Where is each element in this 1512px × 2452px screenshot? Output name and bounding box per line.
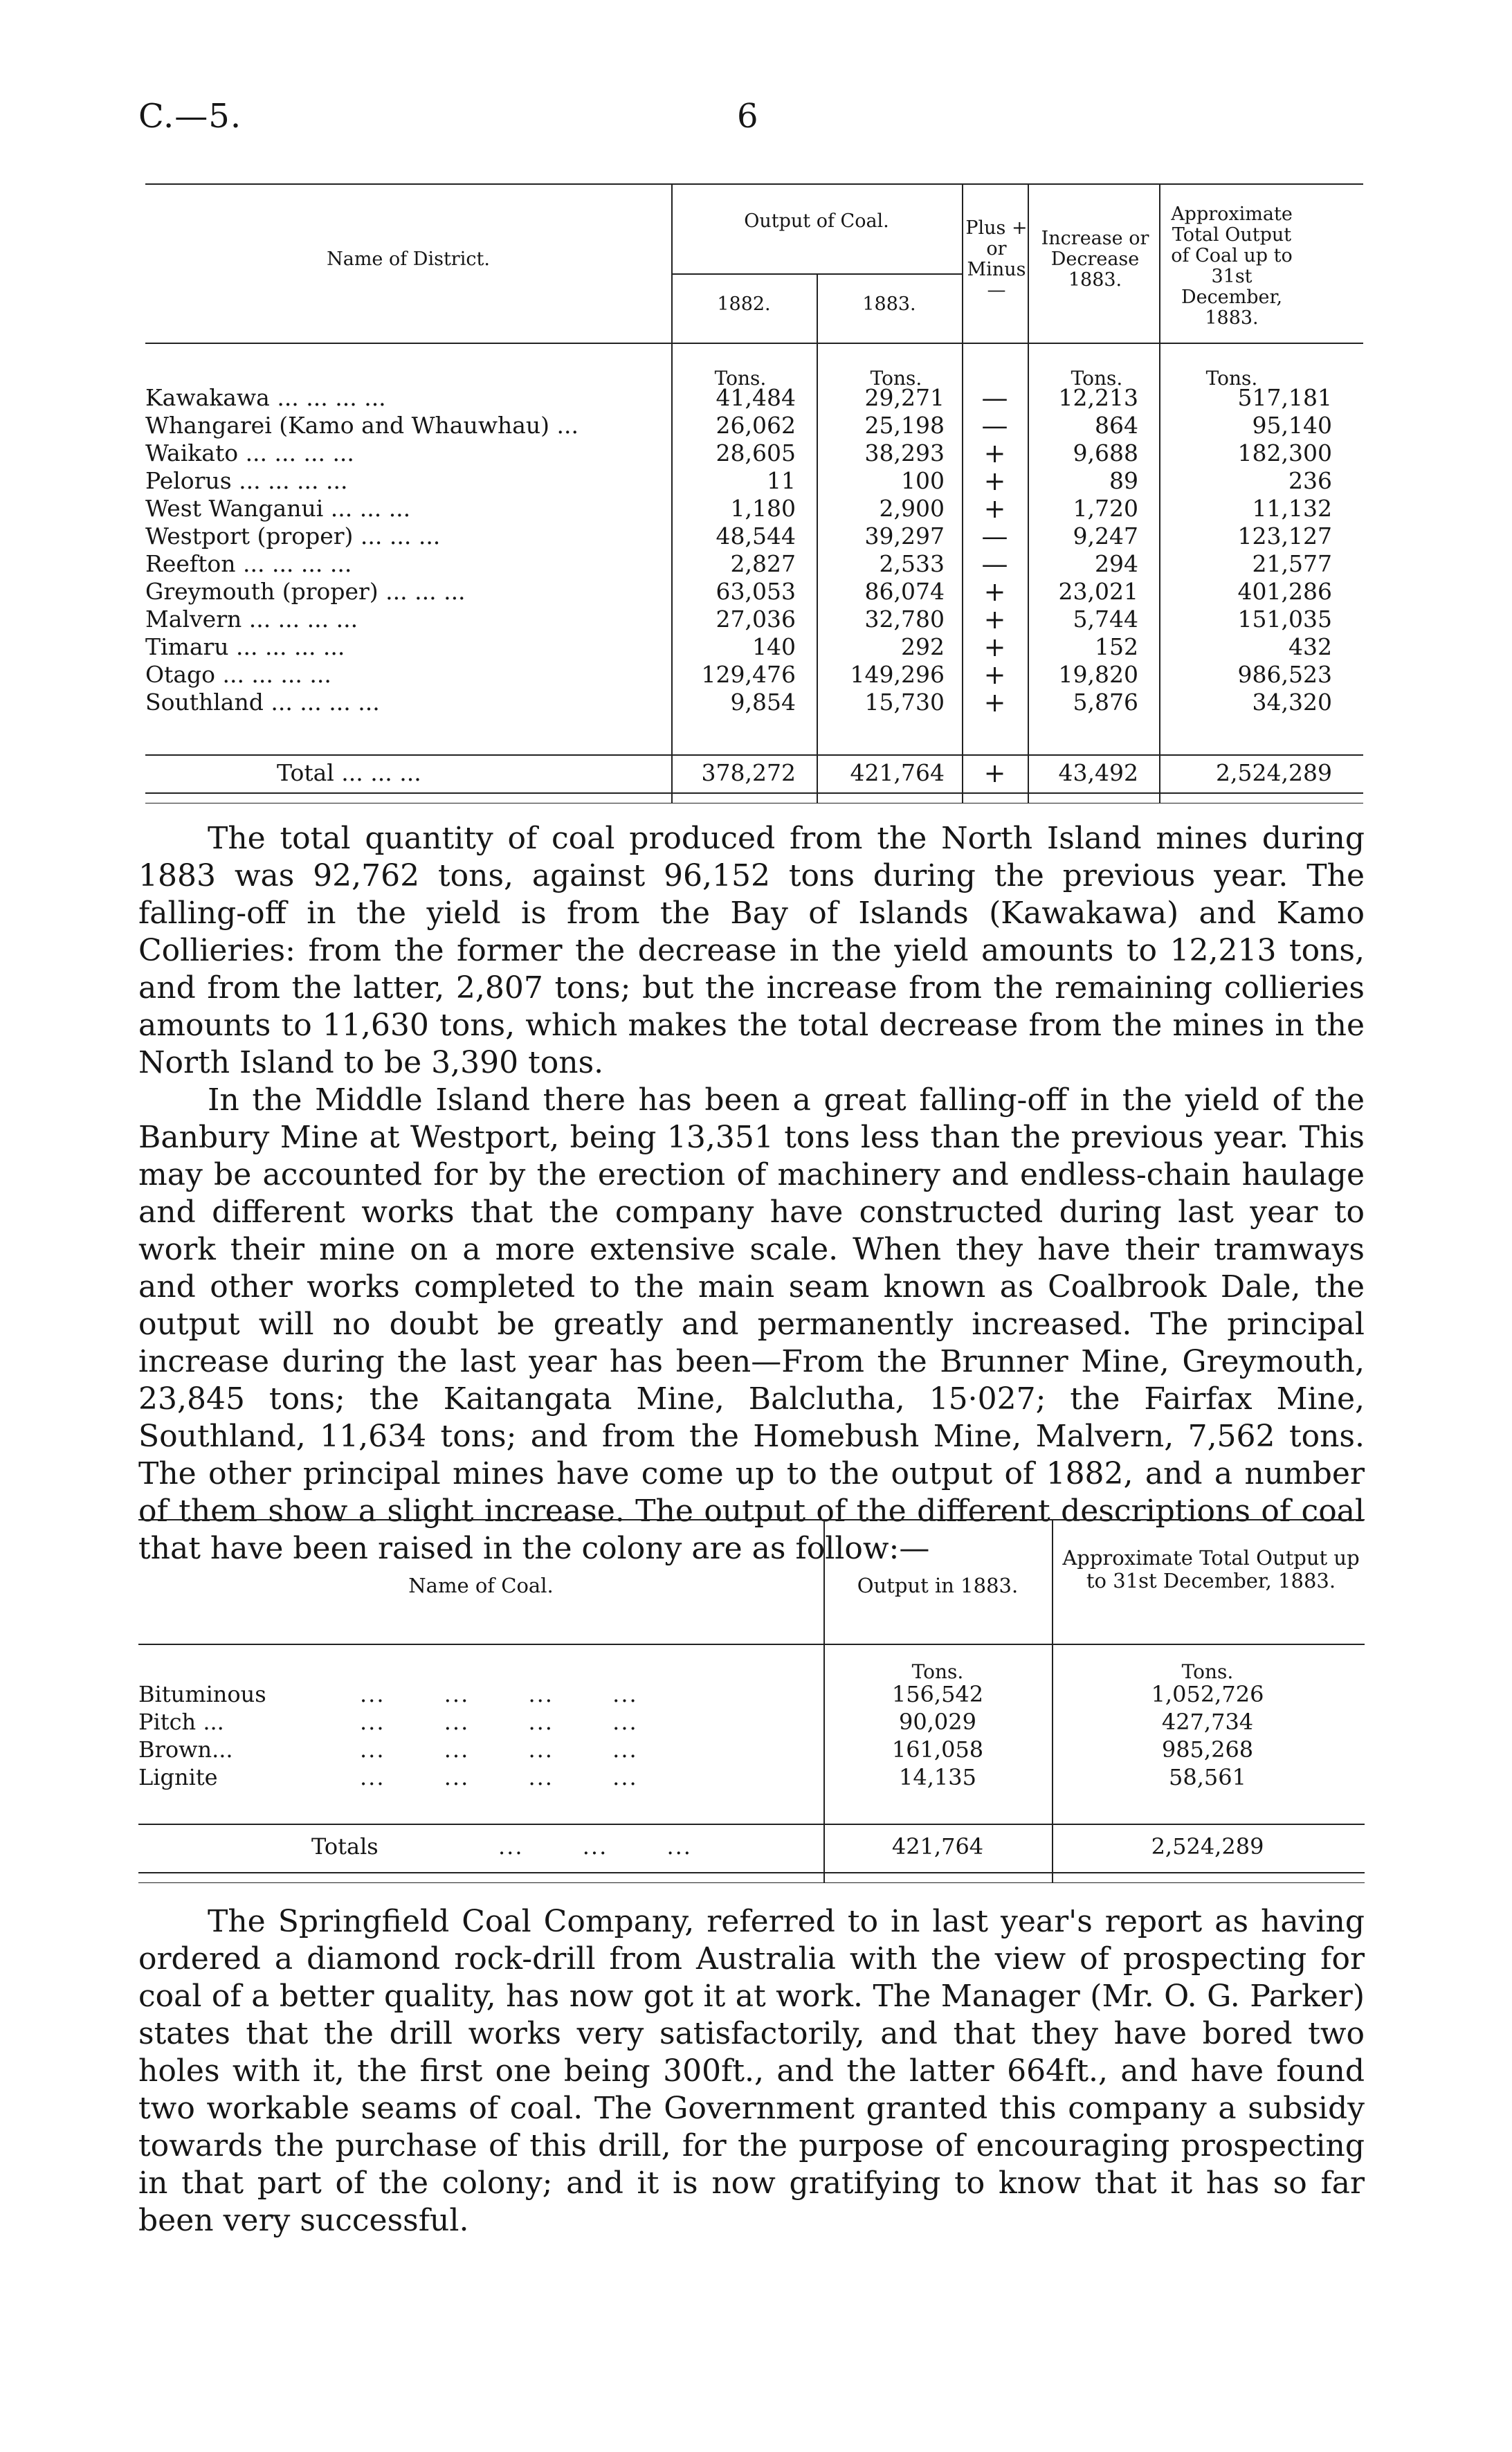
col-header-district: Name of District. bbox=[327, 248, 490, 270]
approx-total: 985,268 bbox=[1161, 1736, 1254, 1763]
district-name: Timaru ... ... ... ... bbox=[145, 633, 345, 660]
col-header-plus-minus: Plus + or Minus — bbox=[965, 217, 1028, 301]
district-name: West Wanganui ... ... ... bbox=[145, 495, 411, 522]
col-header-1883: 1883. bbox=[862, 293, 916, 315]
leader-dots: ... ... ... ... bbox=[360, 1764, 638, 1790]
output-1882: 1,180 bbox=[730, 495, 796, 522]
approx-total: 21,577 bbox=[1252, 550, 1332, 577]
increase-value: 23,021 bbox=[1058, 578, 1138, 605]
output-1883: 90,029 bbox=[899, 1709, 976, 1735]
table-row bbox=[145, 467, 1363, 495]
output-1882: 27,036 bbox=[716, 606, 796, 633]
total-row bbox=[145, 759, 1363, 787]
output-1883: 156,542 bbox=[891, 1681, 984, 1707]
table-row bbox=[138, 1763, 1365, 1792]
col-header-approx-total: Approximate Total Output up to 31st December, 1883. bbox=[1062, 1546, 1360, 1592]
leader-dots: ... ... ... bbox=[498, 1833, 692, 1860]
table-row bbox=[145, 412, 1363, 439]
approx-total: 401,286 bbox=[1237, 578, 1332, 605]
plus-minus: + bbox=[983, 438, 1006, 469]
units-total: Tons. bbox=[1205, 367, 1258, 390]
increase-value: 5,744 bbox=[1073, 606, 1138, 633]
increase-value: 864 bbox=[1095, 412, 1138, 439]
increase-value: 19,820 bbox=[1058, 661, 1138, 688]
total-output-1883: 421,764 bbox=[891, 1833, 984, 1860]
output-1882: 48,544 bbox=[716, 523, 796, 550]
plus-minus: — bbox=[981, 410, 1008, 441]
table-row bbox=[145, 689, 1363, 716]
output-1883: 39,297 bbox=[864, 523, 945, 550]
col-header-1882: 1882. bbox=[717, 293, 771, 315]
output-1883: 25,198 bbox=[864, 412, 945, 439]
table-row bbox=[145, 550, 1363, 578]
approx-total: 34,320 bbox=[1252, 689, 1332, 716]
output-1883: 15,730 bbox=[864, 689, 945, 716]
col-header-output: Output of Coal. bbox=[744, 210, 889, 232]
units-increase: Tons. bbox=[1071, 367, 1123, 390]
table-row bbox=[145, 606, 1363, 633]
total-approx: 2,524,289 bbox=[1151, 1833, 1264, 1860]
table-row bbox=[145, 523, 1363, 550]
district-name: Southland ... ... ... ... bbox=[145, 689, 380, 716]
totals-label: Totals bbox=[311, 1833, 379, 1860]
coal-name: Lignite bbox=[138, 1764, 218, 1790]
table-row bbox=[145, 495, 1363, 523]
output-1883: 292 bbox=[901, 633, 945, 660]
leader-dots: ... ... ... ... bbox=[360, 1736, 638, 1763]
approx-total: 151,035 bbox=[1237, 606, 1332, 633]
output-1882: 11 bbox=[767, 467, 796, 494]
plus-minus: + bbox=[983, 493, 1006, 524]
table-row bbox=[145, 439, 1363, 467]
increase-value: 1,720 bbox=[1073, 495, 1138, 522]
approx-total: 182,300 bbox=[1237, 439, 1332, 466]
plus-minus: — bbox=[981, 383, 1008, 413]
output-1882: 9,854 bbox=[730, 689, 796, 716]
document-code: C.—5. bbox=[138, 97, 242, 136]
total-plus-minus: + bbox=[983, 758, 1006, 788]
output-1882: 129,476 bbox=[701, 661, 796, 688]
table-row bbox=[138, 1735, 1365, 1764]
table-row bbox=[138, 1707, 1365, 1736]
output-1883: 14,135 bbox=[899, 1764, 976, 1790]
approx-total: 11,132 bbox=[1252, 495, 1332, 522]
plus-minus: + bbox=[983, 466, 1006, 496]
output-1882: 2,827 bbox=[730, 550, 796, 577]
output-1883: 38,293 bbox=[864, 439, 945, 466]
district-name: Otago ... ... ... ... bbox=[145, 661, 331, 688]
output-1883: 2,533 bbox=[879, 550, 945, 577]
col-header-output-1883: Output in 1883. bbox=[857, 1574, 1019, 1597]
total-1883: 421,764 bbox=[850, 759, 945, 786]
page-number: 6 bbox=[737, 97, 759, 136]
table-row bbox=[145, 384, 1363, 412]
approx-total: 123,127 bbox=[1237, 523, 1332, 550]
plus-minus: — bbox=[981, 521, 1008, 552]
output-1883: 149,296 bbox=[850, 661, 945, 688]
output-1883: 86,074 bbox=[864, 578, 945, 605]
body-text-block bbox=[138, 820, 1365, 1568]
district-name: Westport (proper) ... ... ... bbox=[145, 523, 441, 550]
units-total: Tons. bbox=[1181, 1660, 1234, 1683]
output-1883: 161,058 bbox=[891, 1736, 984, 1763]
total-1882: 378,272 bbox=[701, 759, 796, 786]
district-name: Whangarei (Kamo and Whauwhau) ... bbox=[145, 412, 579, 439]
increase-value: 5,876 bbox=[1073, 689, 1138, 716]
district-name: Pelorus ... ... ... ... bbox=[145, 467, 348, 494]
output-1883: 2,900 bbox=[879, 495, 945, 522]
coal-name: Brown... bbox=[138, 1736, 233, 1763]
total-increase: 43,492 bbox=[1058, 759, 1138, 786]
district-name: Waikato ... ... ... ... bbox=[145, 439, 354, 466]
output-1883: 32,780 bbox=[864, 606, 945, 633]
plus-minus: + bbox=[983, 632, 1006, 662]
plus-minus: + bbox=[983, 576, 1006, 607]
increase-value: 89 bbox=[1109, 467, 1138, 494]
paragraph-middle-island: In the Middle Island there has been a great falling-off in the yield of the Banbury Mine at Westport, being 13,351 tons less than the previous year. This may be accounted for by the erection of machinery and endless-chain haulage and different works that the company have constructed during last year to work their mine on a more extensive scale. When they have their tramways and other works completed to the main seam known as Coalbrook Dale, the output will no doubt be greatly and permanently increased. The principal increase during the last year has been—From the Brunner Mine, Greymouth, 23,845 tons; the Kaitangata Mine, Balclutha, 15·027; the Fairfax Mine, Southland, 11,634 tons; and from the Homebush Mine, Malvern, 7,562 tons. The other principal mines have come up to the output of 1882, and a number of them show a slight increase. The output of the different descriptions of coal that have been raised in the colony are as follow:— bbox=[138, 1082, 1365, 1566]
approx-total: 427,734 bbox=[1161, 1709, 1254, 1735]
leader-dots: ... ... ... ... bbox=[360, 1681, 638, 1707]
units-1882: Tons. bbox=[714, 367, 767, 390]
district-name: Greymouth (proper) ... ... ... bbox=[145, 578, 466, 605]
col-header-increase: Increase or Decrease 1883. bbox=[1041, 228, 1149, 291]
approx-total: 986,523 bbox=[1237, 661, 1332, 688]
table-row bbox=[145, 661, 1363, 689]
coal-name: Pitch ... bbox=[138, 1709, 224, 1735]
approx-total: 432 bbox=[1288, 633, 1332, 660]
approx-total: 236 bbox=[1288, 467, 1332, 494]
increase-value: 152 bbox=[1095, 633, 1138, 660]
output-1883: 29,271 bbox=[864, 384, 945, 411]
output-1882: 28,605 bbox=[716, 439, 796, 466]
leader-dots: ... ... ... ... bbox=[360, 1709, 638, 1735]
output-1882: 41,484 bbox=[716, 384, 796, 411]
plus-minus: + bbox=[983, 687, 1006, 718]
paragraph-north-island: The total quantity of coal produced from the North Island mines during 1883 was 92,762 tons, against 96,152 tons during the previous year. The falling-off in the yield is from the Bay of Islands (Kawakawa) and Kamo Collieries: from the former the decrease in the yield amounts to 12,213 tons, and from the latter, 2,807 tons; but the increase from the remaining collieries amounts to 11,630 tons, which makes the total decrease from the mines in the North Island to be 3,390 tons. bbox=[138, 821, 1365, 1080]
units-output: Tons. bbox=[911, 1660, 964, 1683]
output-1882: 63,053 bbox=[716, 578, 796, 605]
approx-total: 1,052,726 bbox=[1151, 1681, 1264, 1707]
body-text-springfield bbox=[138, 1903, 1365, 2240]
total-label: Total ... ... ... bbox=[277, 759, 421, 786]
approx-total: 517,181 bbox=[1237, 384, 1332, 411]
coal-name: Bituminous bbox=[138, 1681, 266, 1707]
district-name: Reefton ... ... ... ... bbox=[145, 550, 352, 577]
table-row bbox=[145, 633, 1363, 661]
col-header-coal-name: Name of Coal. bbox=[408, 1574, 554, 1597]
increase-value: 12,213 bbox=[1058, 384, 1138, 411]
output-1883: 100 bbox=[901, 467, 945, 494]
table-row bbox=[138, 1680, 1365, 1709]
total-approx: 2,524,289 bbox=[1216, 759, 1332, 786]
plus-minus: — bbox=[981, 549, 1008, 579]
increase-value: 9,688 bbox=[1073, 439, 1138, 466]
approx-total: 95,140 bbox=[1252, 412, 1332, 439]
col-header-approx-total: Approximate Total Output of Coal up to 31st December, 1883. bbox=[1171, 203, 1293, 329]
district-name: Kawakawa ... ... ... ... bbox=[145, 384, 386, 411]
plus-minus: + bbox=[983, 660, 1006, 690]
increase-value: 294 bbox=[1095, 550, 1138, 577]
output-1882: 140 bbox=[752, 633, 796, 660]
output-1882: 26,062 bbox=[716, 412, 796, 439]
total-row bbox=[138, 1832, 1365, 1861]
plus-minus: + bbox=[983, 604, 1006, 635]
table-row bbox=[145, 578, 1363, 606]
approx-total: 58,561 bbox=[1169, 1764, 1246, 1790]
district-name: Malvern ... ... ... ... bbox=[145, 606, 358, 633]
paragraph-springfield: The Springfield Coal Company, referred to in last year's report as having ordered a diamond rock-drill from Australia with the view of prospecting for coal of a better quality, has now got it at work. The Manager (Mr. O. G. Parker) states that the drill works very satisfactorily, and that they have bored two holes with it, the first one being 300ft., and the latter 664ft., and have found two workable seams of coal. The Government granted this company a subsidy towards the purchase of this drill, for the purpose of encouraging prospecting in that part of the colony; and it is now gratifying to know that it has so far been very successful. bbox=[138, 1904, 1365, 2238]
units-1883: Tons. bbox=[870, 367, 922, 390]
increase-value: 9,247 bbox=[1073, 523, 1138, 550]
